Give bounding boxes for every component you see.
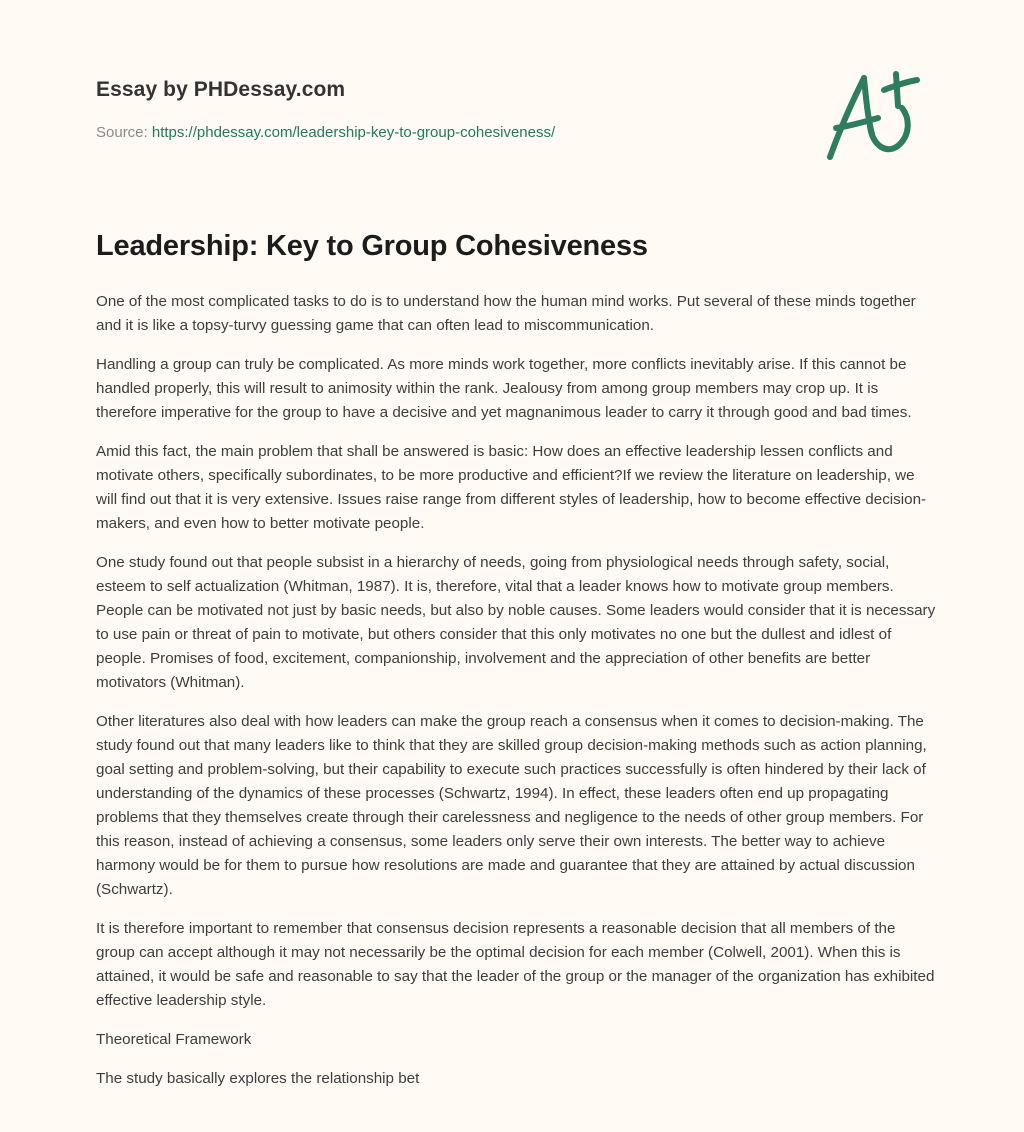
source-label: Source: <box>96 124 152 141</box>
essay-content <box>96 228 936 1106</box>
essay-paragraph: Amid this fact, the main problem that shall be answered is basic: How does an effective leadership lessen conflicts and motivate others, specifically subordinates, to be more productive and efficient?If we review the literature on leadership, we will find out that it is very extensive. Issues raise range from different styles of leadership, how to become effective decision-makers, and even how to better motivate people. <box>96 443 927 532</box>
a-plus-grade-icon <box>822 64 932 164</box>
essay-paragraph: It is therefore important to remember that consensus decision represents a reasonable decision that all members of the group can accept although it may not necessarily be the optimal decision for each member (Colwell, 2001). When this is attained, it would be safe and reasonable to say that the leader of the group or the manager of the organization has exhibited effective leadership style. <box>96 920 935 1009</box>
section-heading: Theoretical Framework <box>96 1031 252 1048</box>
essay-paragraph: One study found out that people subsist in a hierarchy of needs, going from physiological needs through safety, social, esteem to self actualization (Whitman, 1987). It is, therefore, vital that a leader knows how to motivate group members. People can be motivated not just by basic needs, but also by noble causes. Some leaders would consider that it is necessary to use pain or threat of pain to motivate, but others consider that this only motivates no one but the dullest and idlest of people. Promises of food, excitement, companionship, involvement and the appreciation of other benefits are better motivators (Whitman). <box>96 554 936 691</box>
essay-paragraph: Other literatures also deal with how leaders can make the group reach a consensus when it comes to decision-making. The study found out that many leaders like to think that they are skilled group decision-making methods such as action planning, goal setting and problem-solving, but their capability to execute such practices successfully is often hindered by their lack of understanding of the dynamics of these processes (Schwartz, 1994). In effect, these leaders often end up propagating problems that they themselves create through their carelessness and negligence to the needs of other group members. For this reason, instead of achieving a consensus, some leaders only serve their own interests. The better way to achieve harmony would be for them to pursue how resolutions are made and guarantee that they are attained by actual discussion (Schwartz). <box>96 713 927 898</box>
page-header <box>96 76 796 143</box>
essay-paragraph: One of the most complicated tasks to do is to understand how the human mind works. Put several of these minds together and it is like a topsy-turvy guessing game that can often lead to miscommunication. <box>96 293 916 334</box>
source-link[interactable]: https://phdessay.com/leadership-key-to-group-cohesiveness/ <box>151 124 556 141</box>
source-line <box>96 123 796 143</box>
site-title: Essay by PHDessay.com <box>96 78 346 101</box>
essay-title: Leadership: Key to Group Cohesiveness <box>96 230 648 262</box>
essay-paragraph: Handling a group can truly be complicated. As more minds work together, more conflicts inevitably arise. If this cannot be handled properly, this will result to animosity within the rank. Jealousy from among group members may crop up. It is therefore imperative for the group to have a decisive and yet magnanimous leader to carry it through good and bad times. <box>96 356 912 421</box>
essay-paragraph-truncated: The study basically explores the relationship bet <box>96 1070 420 1087</box>
